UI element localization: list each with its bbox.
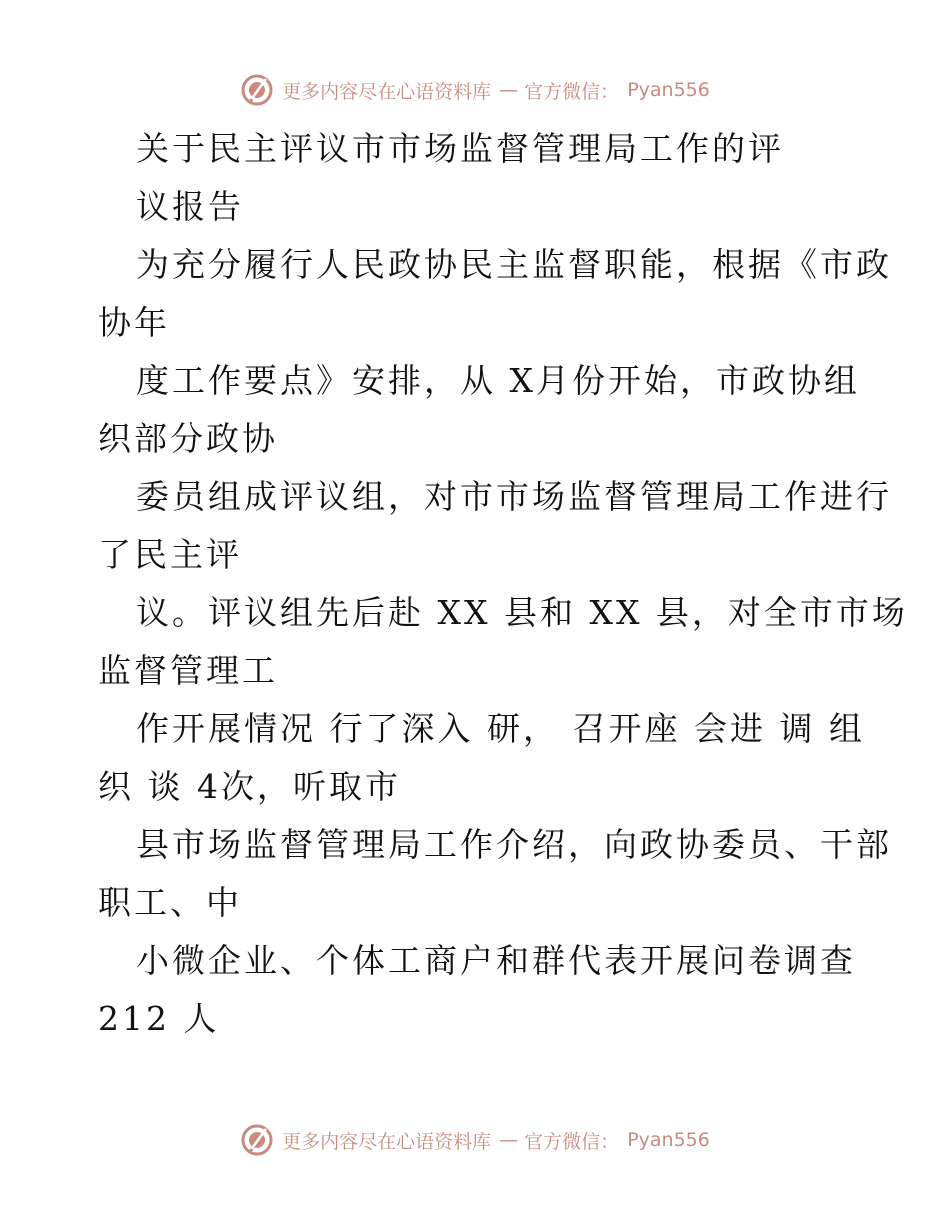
watermark-text: 更多内容尽在心语资料库 (282, 1130, 492, 1153)
watermark-wechat-id: Pyan556 (627, 1129, 710, 1151)
text-line: 委员组成评议组，对市市场监督管理局工作进行 (136, 477, 892, 516)
text-line: 小微企业、个体工商户和群代表开展问卷调查 (136, 941, 856, 980)
text-line: 议。评议组先后赴 XX 县和 XX 县，对全市市场 (136, 593, 908, 632)
footer-watermark (0, 1120, 950, 1160)
document-body (98, 120, 908, 1048)
watermark-separator: — (499, 1129, 517, 1151)
text-line: 织 谈 4次，听取市 (98, 767, 401, 806)
title-line: 关于民主评议市市场监督管理局工作的评 (136, 129, 784, 168)
header-watermark (0, 70, 950, 110)
text-line: 212 人 (98, 999, 220, 1038)
text-line: 协年 (98, 303, 170, 342)
text-line: 了民主评 (98, 535, 242, 574)
text-line: 为充分履行人民政协民主监督职能，根据《市政 (136, 245, 892, 284)
text-line: 监督管理工 (98, 651, 278, 690)
text-line: 度工作要点》安排，从 X月份开始，市政协组 (136, 361, 860, 400)
watermark-wechat-label: 官方微信： (524, 1130, 620, 1153)
watermark-text: 更多内容尽在心语资料库 (282, 80, 492, 103)
text-line: 织部分政协 (98, 419, 278, 458)
title-line: 议报告 (136, 187, 244, 226)
watermark-wechat-label: 官方微信： (524, 80, 620, 103)
watermark-wechat-id: Pyan556 (627, 79, 710, 101)
text-line: 县市场监督管理局工作介绍，向政协委员、干部 (136, 825, 892, 864)
text-line: 职工、中 (98, 883, 242, 922)
document-paragraph (98, 236, 908, 1048)
document-title (98, 120, 858, 236)
pen-logo-icon (240, 1123, 274, 1157)
watermark-separator: — (499, 79, 517, 101)
text-line: 作开展情况 行了深入 研， 召开座 会进 调 组 (136, 709, 865, 748)
pen-logo-icon (240, 73, 274, 107)
